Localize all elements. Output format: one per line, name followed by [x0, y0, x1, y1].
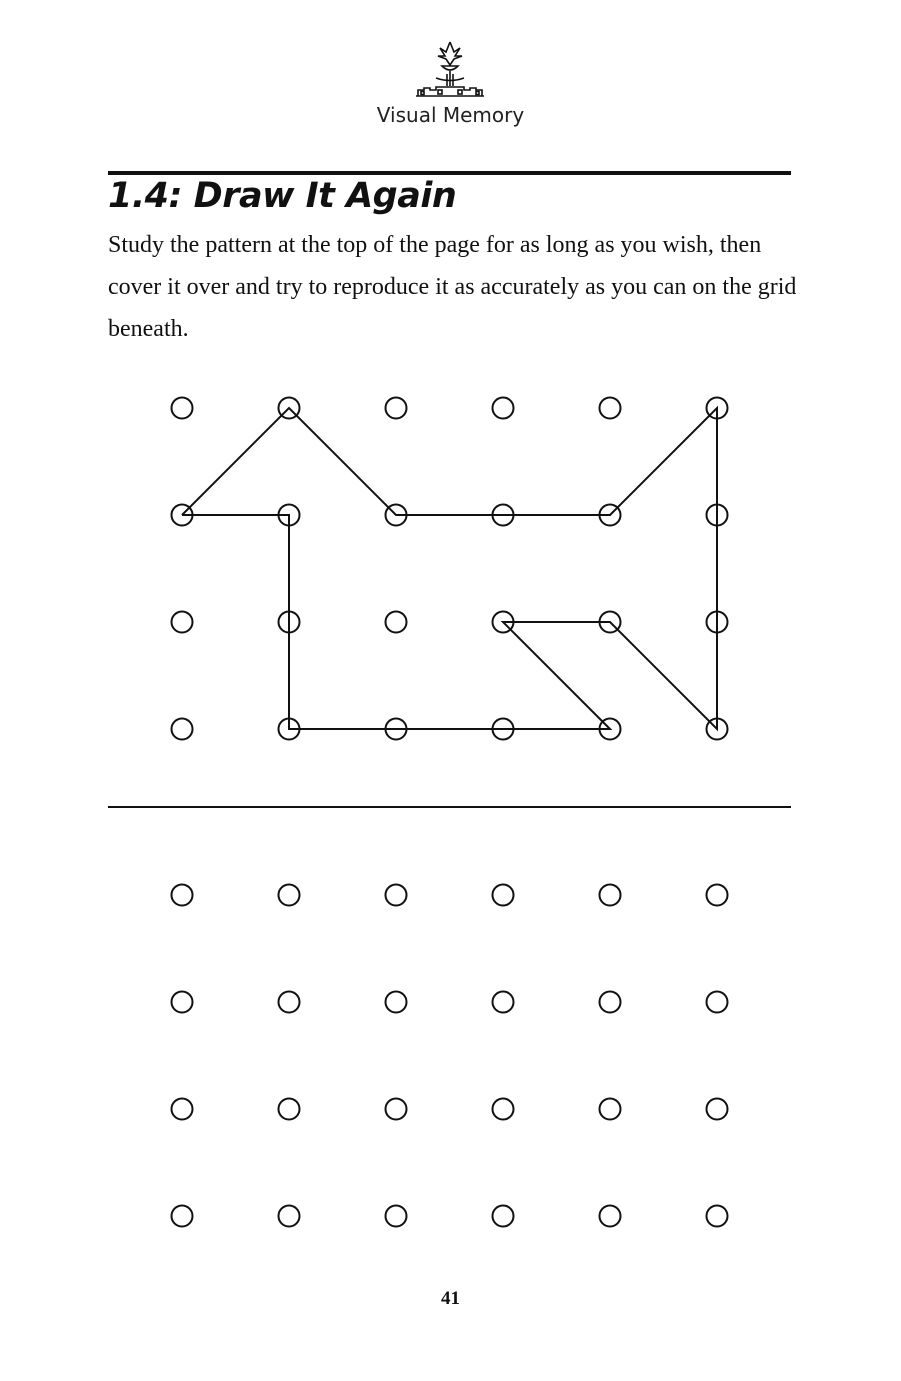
blank-dot[interactable] [279, 885, 300, 906]
blank-dot[interactable] [172, 1206, 193, 1227]
blank-dot[interactable] [707, 1206, 728, 1227]
blank-dot[interactable] [172, 885, 193, 906]
blank-dot[interactable] [600, 1206, 621, 1227]
blank-dot[interactable] [279, 1099, 300, 1120]
section-label: Visual Memory [376, 103, 525, 127]
blank-dot[interactable] [493, 992, 514, 1013]
exercise-instructions: Study the pattern at the top of the page for as long as you wish, then cover it over and try to reproduce it as accurately as you can on the grid beneath. [108, 232, 797, 342]
blank-dot[interactable] [600, 992, 621, 1013]
blank-dot[interactable] [707, 1099, 728, 1120]
blank-dot[interactable] [707, 885, 728, 906]
blank-dot[interactable] [386, 1206, 407, 1227]
blank-dot[interactable] [493, 1099, 514, 1120]
blank-dot[interactable] [707, 992, 728, 1013]
blank-dot[interactable] [279, 1206, 300, 1227]
blank-dot[interactable] [386, 885, 407, 906]
blank-dot[interactable] [172, 992, 193, 1013]
exercise-title: 1.4: Draw It Again [108, 176, 457, 216]
blank-dot[interactable] [386, 1099, 407, 1120]
blank-dot[interactable] [279, 992, 300, 1013]
blank-dot[interactable] [493, 885, 514, 906]
blank-dot[interactable] [493, 1206, 514, 1227]
page-number: 41 [441, 1288, 460, 1309]
blank-dot[interactable] [600, 885, 621, 906]
blank-dot[interactable] [386, 992, 407, 1013]
blank-dot[interactable] [600, 1099, 621, 1120]
blank-dot[interactable] [172, 1099, 193, 1120]
